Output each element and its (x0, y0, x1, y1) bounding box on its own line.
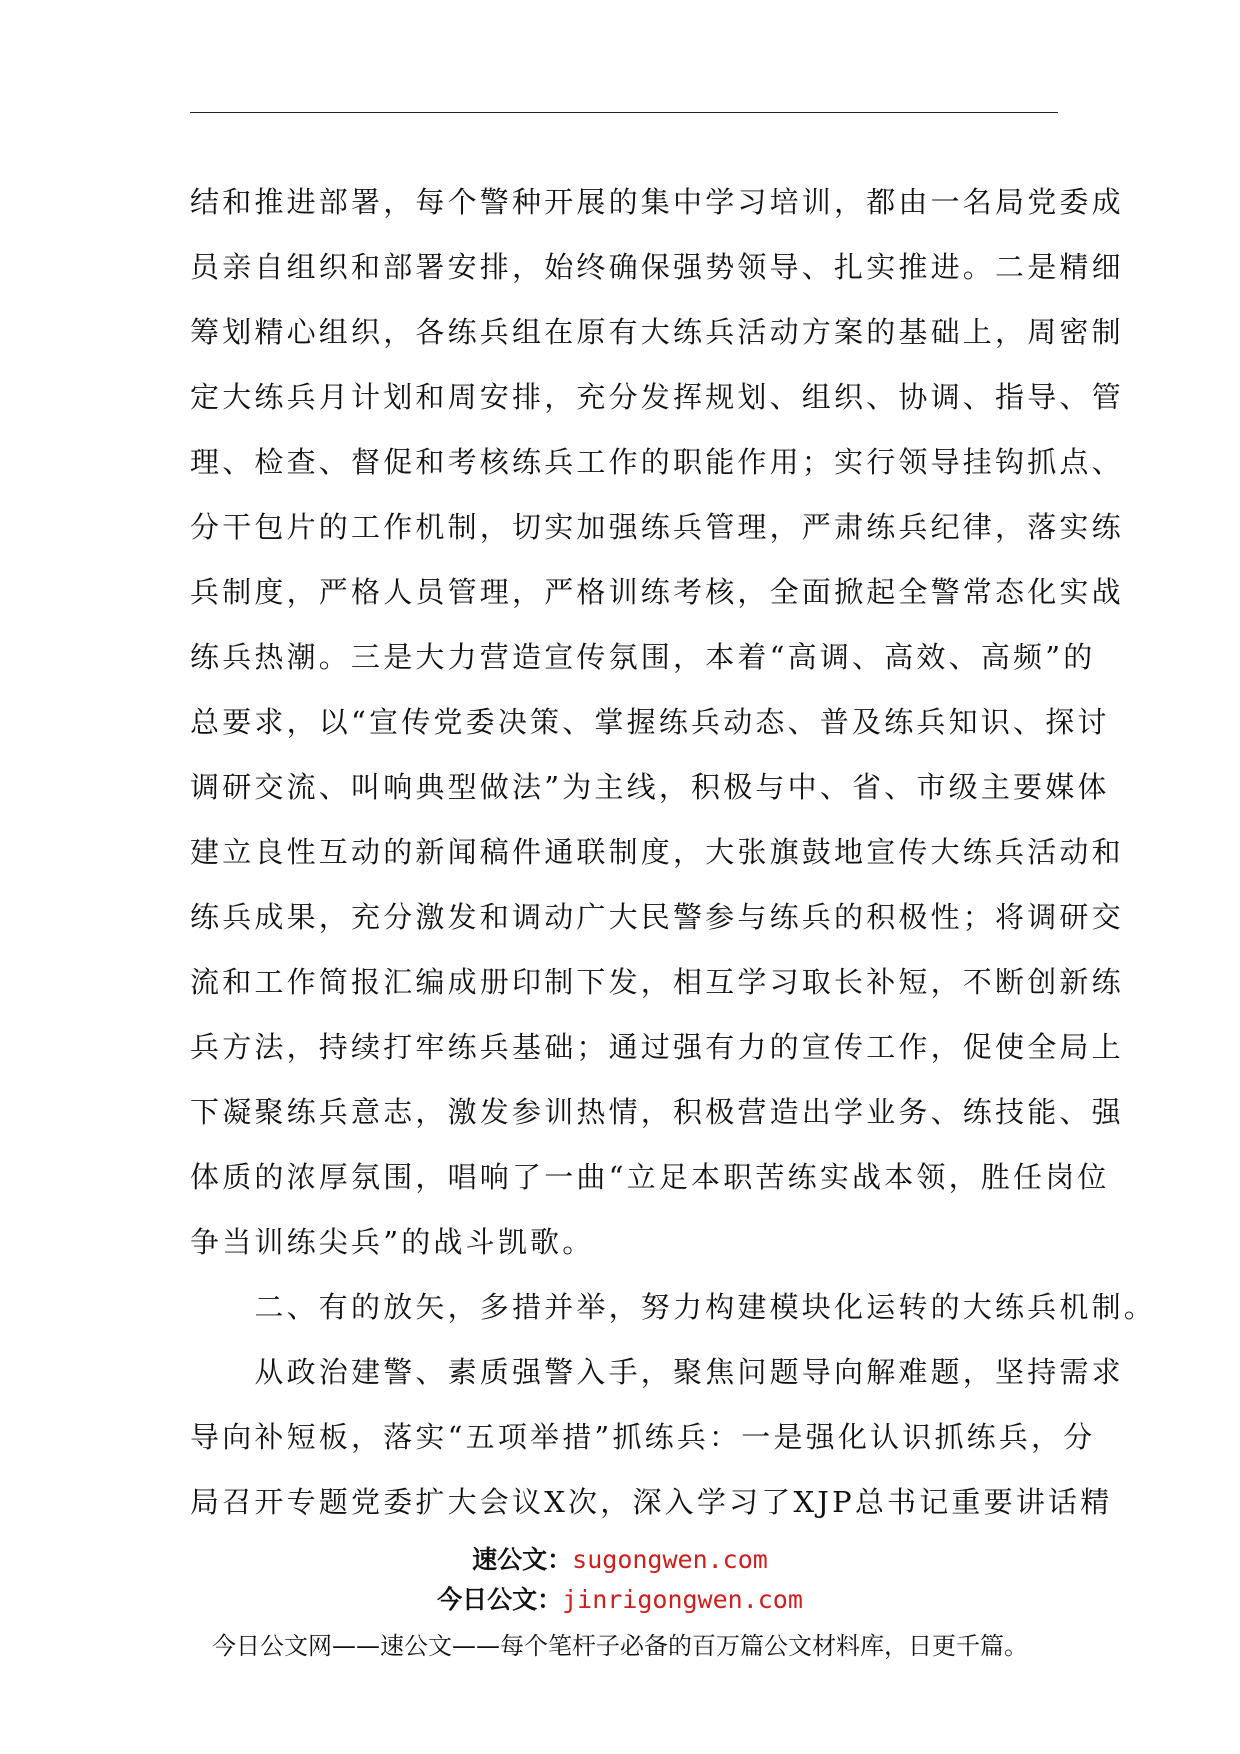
text-line: 兵制度，严格人员管理，严格训练考核，全面掀起全警常态化实战 (190, 575, 1124, 609)
footer-row-sugongwen (0, 1540, 1240, 1580)
footer-slogan: 今日公文网——速公文——每个笔杆子必备的百万篇公文材料库，日更千篇。 (212, 1632, 1028, 1660)
footer-row-jinrigongwen (0, 1580, 1240, 1620)
text-line: 总要求，以“宣传党委决策、掌握练兵动态、普及练兵知识、探讨 (190, 705, 1110, 739)
footer-link-sugongwen[interactable]: sugongwen.com (572, 1545, 768, 1574)
text-line: 员亲自组织和部署安排，始终确保强势领导、扎实推进。二是精细 (190, 250, 1124, 284)
text-line: 理、检查、督促和考核练兵工作的职能作用；实行领导挂钩抓点、 (190, 445, 1124, 479)
text-line: 定大练兵月计划和周安排，充分发挥规划、组织、协调、指导、管 (190, 380, 1124, 414)
text-line: 流和工作简报汇编成册印制下发，相互学习取长补短，不断创新练 (190, 965, 1124, 999)
document-body (190, 170, 1157, 1535)
text-line: 兵方法，持续打牢练兵基础；通过强有力的宣传工作，促使全局上 (190, 1030, 1124, 1064)
text-line: 下凝聚练兵意志，激发参训热情，积极营造出学业务、练技能、强 (190, 1095, 1124, 1129)
footer-watermark (0, 1540, 1240, 1666)
text-line: 争当训练尖兵”的战斗凯歌。 (190, 1225, 595, 1259)
text-line: 局召开专题党委扩大会议X次，深入学习了XJP总书记重要讲话精 (190, 1485, 1113, 1519)
text-line: 练兵热潮。三是大力营造宣传氛围，本着“高调、高效、高频”的 (190, 640, 1096, 674)
text-line: 调研交流、叫响典型做法”为主线，积极与中、省、市级主要媒体 (190, 770, 1110, 804)
text-line: 练兵成果，充分激发和调动广大民警参与练兵的积极性；将调研交 (190, 900, 1124, 934)
text-line: 从政治建警、素质强警入手，聚焦问题导向解难题，坚持需求 (190, 1355, 1124, 1389)
text-line: 导向补短板，落实“五项举措”抓练兵：一是强化认识抓练兵，分 (190, 1420, 1096, 1454)
footer-label: 速公文： (472, 1545, 573, 1574)
text-line: 分干包片的工作机制，切实加强练兵管理，严肃练兵纪律，落实练 (190, 510, 1124, 544)
footer-link-jinrigongwen[interactable]: jinrigongwen.com (562, 1585, 803, 1614)
text-line: 筹划精心组织，各练兵组在原有大练兵活动方案的基础上，周密制 (190, 315, 1124, 349)
section-heading: 二、有的放矢，多措并举，努力构建模块化运转的大练兵机制。 (190, 1290, 1157, 1324)
footer-label: 今日公文： (437, 1585, 563, 1614)
text-line: 结和推进部署，每个警种开展的集中学习培训，都由一名局党委成 (190, 185, 1124, 219)
text-line: 体质的浓厚氛围，唱响了一曲“立足本职苦练实战本领，胜任岗位 (190, 1160, 1110, 1194)
text-line: 建立良性互动的新闻稿件通联制度，大张旗鼓地宣传大练兵活动和 (190, 835, 1124, 869)
header-rule (190, 112, 1058, 113)
